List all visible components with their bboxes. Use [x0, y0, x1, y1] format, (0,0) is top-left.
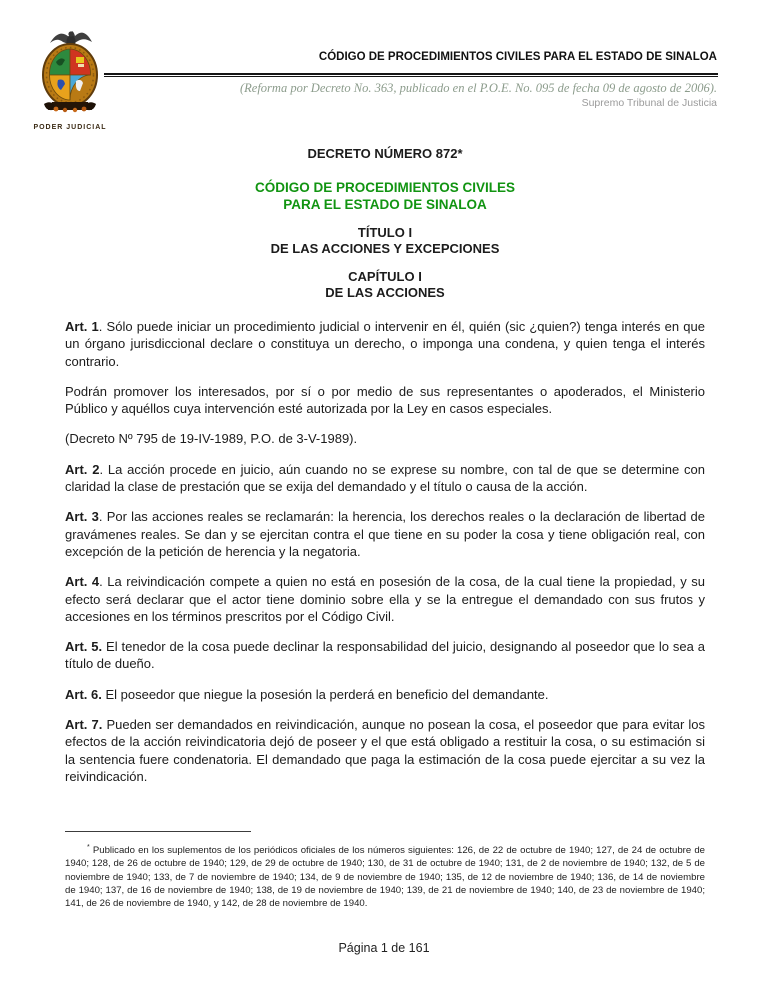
poder-judicial-logo	[28, 24, 112, 131]
page-number: Página 1 de 161	[338, 941, 430, 955]
code-title-line2: PARA EL ESTADO DE SINALOA	[283, 196, 487, 212]
chapter-label: CAPÍTULO I	[348, 269, 422, 284]
article-text: (Decreto Nº 795 de 19-IV-1989, P.O. de 3-V-1989).	[65, 431, 358, 447]
article-text: . Sólo puede iniciar un procedimiento judicial o intervenir en él, quién (sic ¿quien?) tenga interés en que un órgano jurisdiccional declare o constituya un derecho, o imponga una condena, y quien tenga el interés contrario.	[65, 319, 705, 369]
article-paragraph	[65, 508, 705, 560]
header-divider	[104, 73, 718, 77]
article-text: . La reivindicación compete a quien no está en posesión de la cosa, de la cual tiene la propiedad, y su efecto será declarar que el actor tiene dominio sobre ella y se la entregue el demandado con sus frutos y accesiones en los términos prescritos por el Código Civil.	[65, 574, 705, 624]
title-name: DE LAS ACCIONES Y EXCEPCIONES	[270, 240, 500, 256]
document-body	[65, 138, 705, 798]
article-text: . La acción procede en juicio, aún cuando no se exprese su nombre, con tal de que se determine con claridad la clase de prestación que se exija del demandado y el título o causa de la acción.	[65, 461, 705, 495]
article-paragraph	[65, 716, 705, 785]
header-title: CÓDIGO DE PROCEDIMIENTOS CIVILES PARA EL ESTADO DE SINALOA	[318, 51, 717, 63]
coat-of-arms-icon	[32, 24, 108, 118]
article-paragraph	[65, 430, 705, 447]
institution-name: Supremo Tribunal de Justicia	[581, 97, 717, 109]
article-paragraph	[65, 573, 705, 625]
article-label: Art. 7.	[65, 717, 103, 733]
decree-title: DECRETO NÚMERO 872*	[307, 146, 463, 161]
article-text: . Por las acciones reales se reclamarán: la herencia, los derechos reales o la declaración de libertad de gravámenes reales. Se dan y se ejercitan contra el que tiene en su poder la cosa y tiene obligación real, con excepción de la petición de herencia y la negatoria.	[65, 509, 705, 559]
article-paragraph	[65, 461, 705, 496]
reform-note: (Reforma por Decreto No. 363, publicado en el P.O.E. No. 095 de fecha 09 de agosto de 2006).	[239, 81, 717, 95]
footnote	[65, 831, 705, 910]
code-title-line1: CÓDIGO DE PROCEDIMIENTOS CIVILES	[254, 180, 516, 195]
title-heading	[65, 225, 705, 256]
article-label: Art. 5.	[65, 639, 103, 655]
chapter-name: DE LAS ACCIONES	[325, 284, 445, 300]
article-text: Pueden ser demandados en reivindicación, aunque no posean la cosa, el poseedor que para evitar los efectos de la acción reivindicatoria dejó de poseer y el que está obligado a restituir la cosa, o su estimación si la sentencia fuere condenatoria. El demandado que paga la estimación de la cosa puede ejercitar a su vez la reivindicación.	[65, 717, 706, 784]
title-label: TÍTULO I	[357, 225, 413, 240]
article-label: Art. 2	[65, 461, 100, 477]
article-label: Art. 6.	[65, 686, 102, 702]
article-paragraph	[65, 686, 705, 703]
footnote-marker: *	[87, 844, 90, 851]
chapter-heading	[65, 269, 705, 300]
article-label: Art. 1	[65, 319, 99, 334]
article-text: El tenedor de la cosa puede declinar la responsabilidad del juicio, designando al poseedor que lo sea a título de dueño.	[65, 639, 706, 672]
footnote-text	[65, 841, 705, 910]
footnote-divider	[65, 831, 251, 832]
articles-section	[65, 318, 705, 785]
article-label: Art. 4	[65, 574, 100, 590]
article-text: Podrán promover los interesados, por sí o por medio de sus representantes o apoderados, el Ministerio Público y aquéllos cuya intervención esté autorizada por la Ley en casos especiales.	[65, 383, 705, 417]
article-paragraph	[65, 318, 705, 370]
article-paragraph	[65, 638, 705, 673]
article-text: El poseedor que niegue la posesión la perderá en beneficio del demandante.	[101, 686, 549, 702]
article-label: Art. 3	[65, 509, 99, 525]
logo-caption: PODER JUDICIAL	[33, 124, 107, 131]
article-paragraph	[65, 383, 705, 418]
code-title	[65, 180, 705, 213]
footnote-body: Publicado en los suplementos de los periódicos oficiales de los números siguientes: 126, de 22 de octubre de 1940; 127, de 24 de octubre de 1940; 128, de 26 de octubre de 1940; 129, de 29 de octubre de 1940; 130, de 31 de octubre de 1940; 131, de 2 de noviembre de 1940; 132, de 5 de noviembre de 1940; 133, de 7 de noviembre de 1940; 134, de 9 de noviembre de 1940; 135, de 12 de noviembre de 1940; 136, de 14 de noviembre de 1940; 137, de 16 de noviembre de 1940; 138, de 19 de noviembre de 1940; 139, de 21 de noviembre de 1940; 140, de 23 de noviembre de 1940; 141, de 26 de noviembre de 1940, y 142, de 28 de noviembre de 1940.	[65, 845, 705, 909]
